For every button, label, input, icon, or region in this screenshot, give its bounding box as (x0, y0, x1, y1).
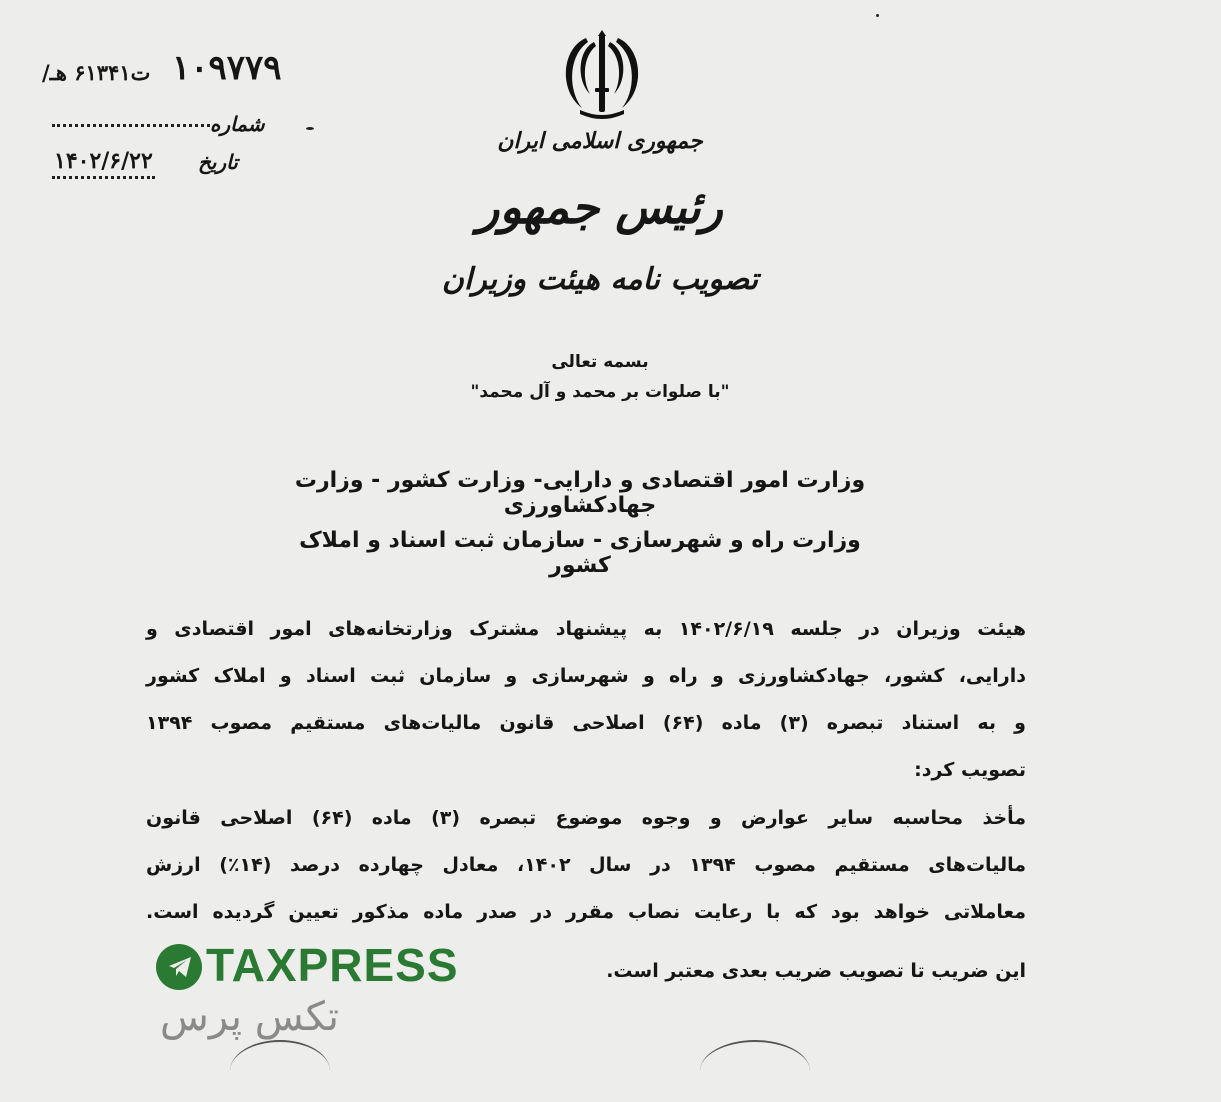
iran-emblem-icon (556, 28, 648, 120)
stamp-arc (230, 1040, 330, 1102)
addressees-line-1: وزارت امور اقتصادی و دارایی- وزارت کشور - وزارت جهادکشاورزی (294, 468, 866, 518)
date-label: تاریخ (198, 150, 238, 174)
text-line: این ضریب تا تصویب ضریب بعدی معتبر است. (606, 960, 1026, 982)
document-number: ۱۰۹۷۷۹ (172, 48, 282, 88)
text-line: معاملاتی خواهد بود که با رعایت نصاب مقرر در صدر ماده مذکور تعیین گردیده است. (146, 901, 1026, 923)
text-line: تصویب کرد: (914, 759, 1026, 781)
telegram-icon (167, 955, 193, 979)
text-line: مالیات‌های مستقیم مصوب ۱۳۹۴ در سال ۱۴۰۲، معادل چهارده درصد (۱۴٪) ارزش (146, 854, 1026, 876)
paragraph-preamble (146, 606, 1026, 794)
reference-code: ت۶۱۳۴۱ هـ/ (42, 60, 151, 85)
text-line: دارایی، کشور، جهادکشاورزی و راه و شهرسازی و سازمان ثبت اسناد و املاک کشور (146, 665, 1026, 687)
president-title: رئیس جمهور (477, 180, 723, 234)
document-date: ۱۴۰۲/۶/۲۲ (52, 148, 155, 179)
cabinet-decree-title: تصویب نامه هیئت وزیران (441, 262, 759, 297)
basmala: بسمه تعالی (551, 352, 649, 372)
number-dotted-line (52, 124, 210, 127)
watermark-brand: TAXPRESS (206, 939, 459, 991)
republic-title: جمهوری اسلامی ایران (497, 128, 703, 154)
addressees-line-2: وزارت راه و شهرسازی - سازمان ثبت اسناد و املاک کشور (299, 528, 861, 578)
scan-speck (306, 127, 314, 130)
watermark-persian: تکس پرس (160, 994, 339, 1040)
text-line: هیئت وزیران در جلسه ۱۴۰۲/۶/۱۹ به پیشنهاد مشترک وزارتخانه‌های امور اقتصادی و (146, 618, 1026, 640)
paragraph-validity (506, 948, 1026, 995)
salawat: "با صلوات بر محمد و آل محمد" (470, 382, 730, 402)
text-line: و به استناد تبصره (۳) ماده (۶۴) اصلاحی قانون مالیات‌های مستقیم مصوب ۱۳۹۴ (146, 712, 1026, 734)
scan-speck (876, 14, 879, 17)
stamp-arc (700, 1040, 810, 1102)
text-line: مأخذ محاسبه سایر عوارض و وجوه موضوع تبصره (۳) ماده (۶۴) اصلاحی قانون (146, 807, 1027, 829)
paragraph-decision (146, 795, 1026, 936)
number-label: شماره (210, 112, 265, 136)
